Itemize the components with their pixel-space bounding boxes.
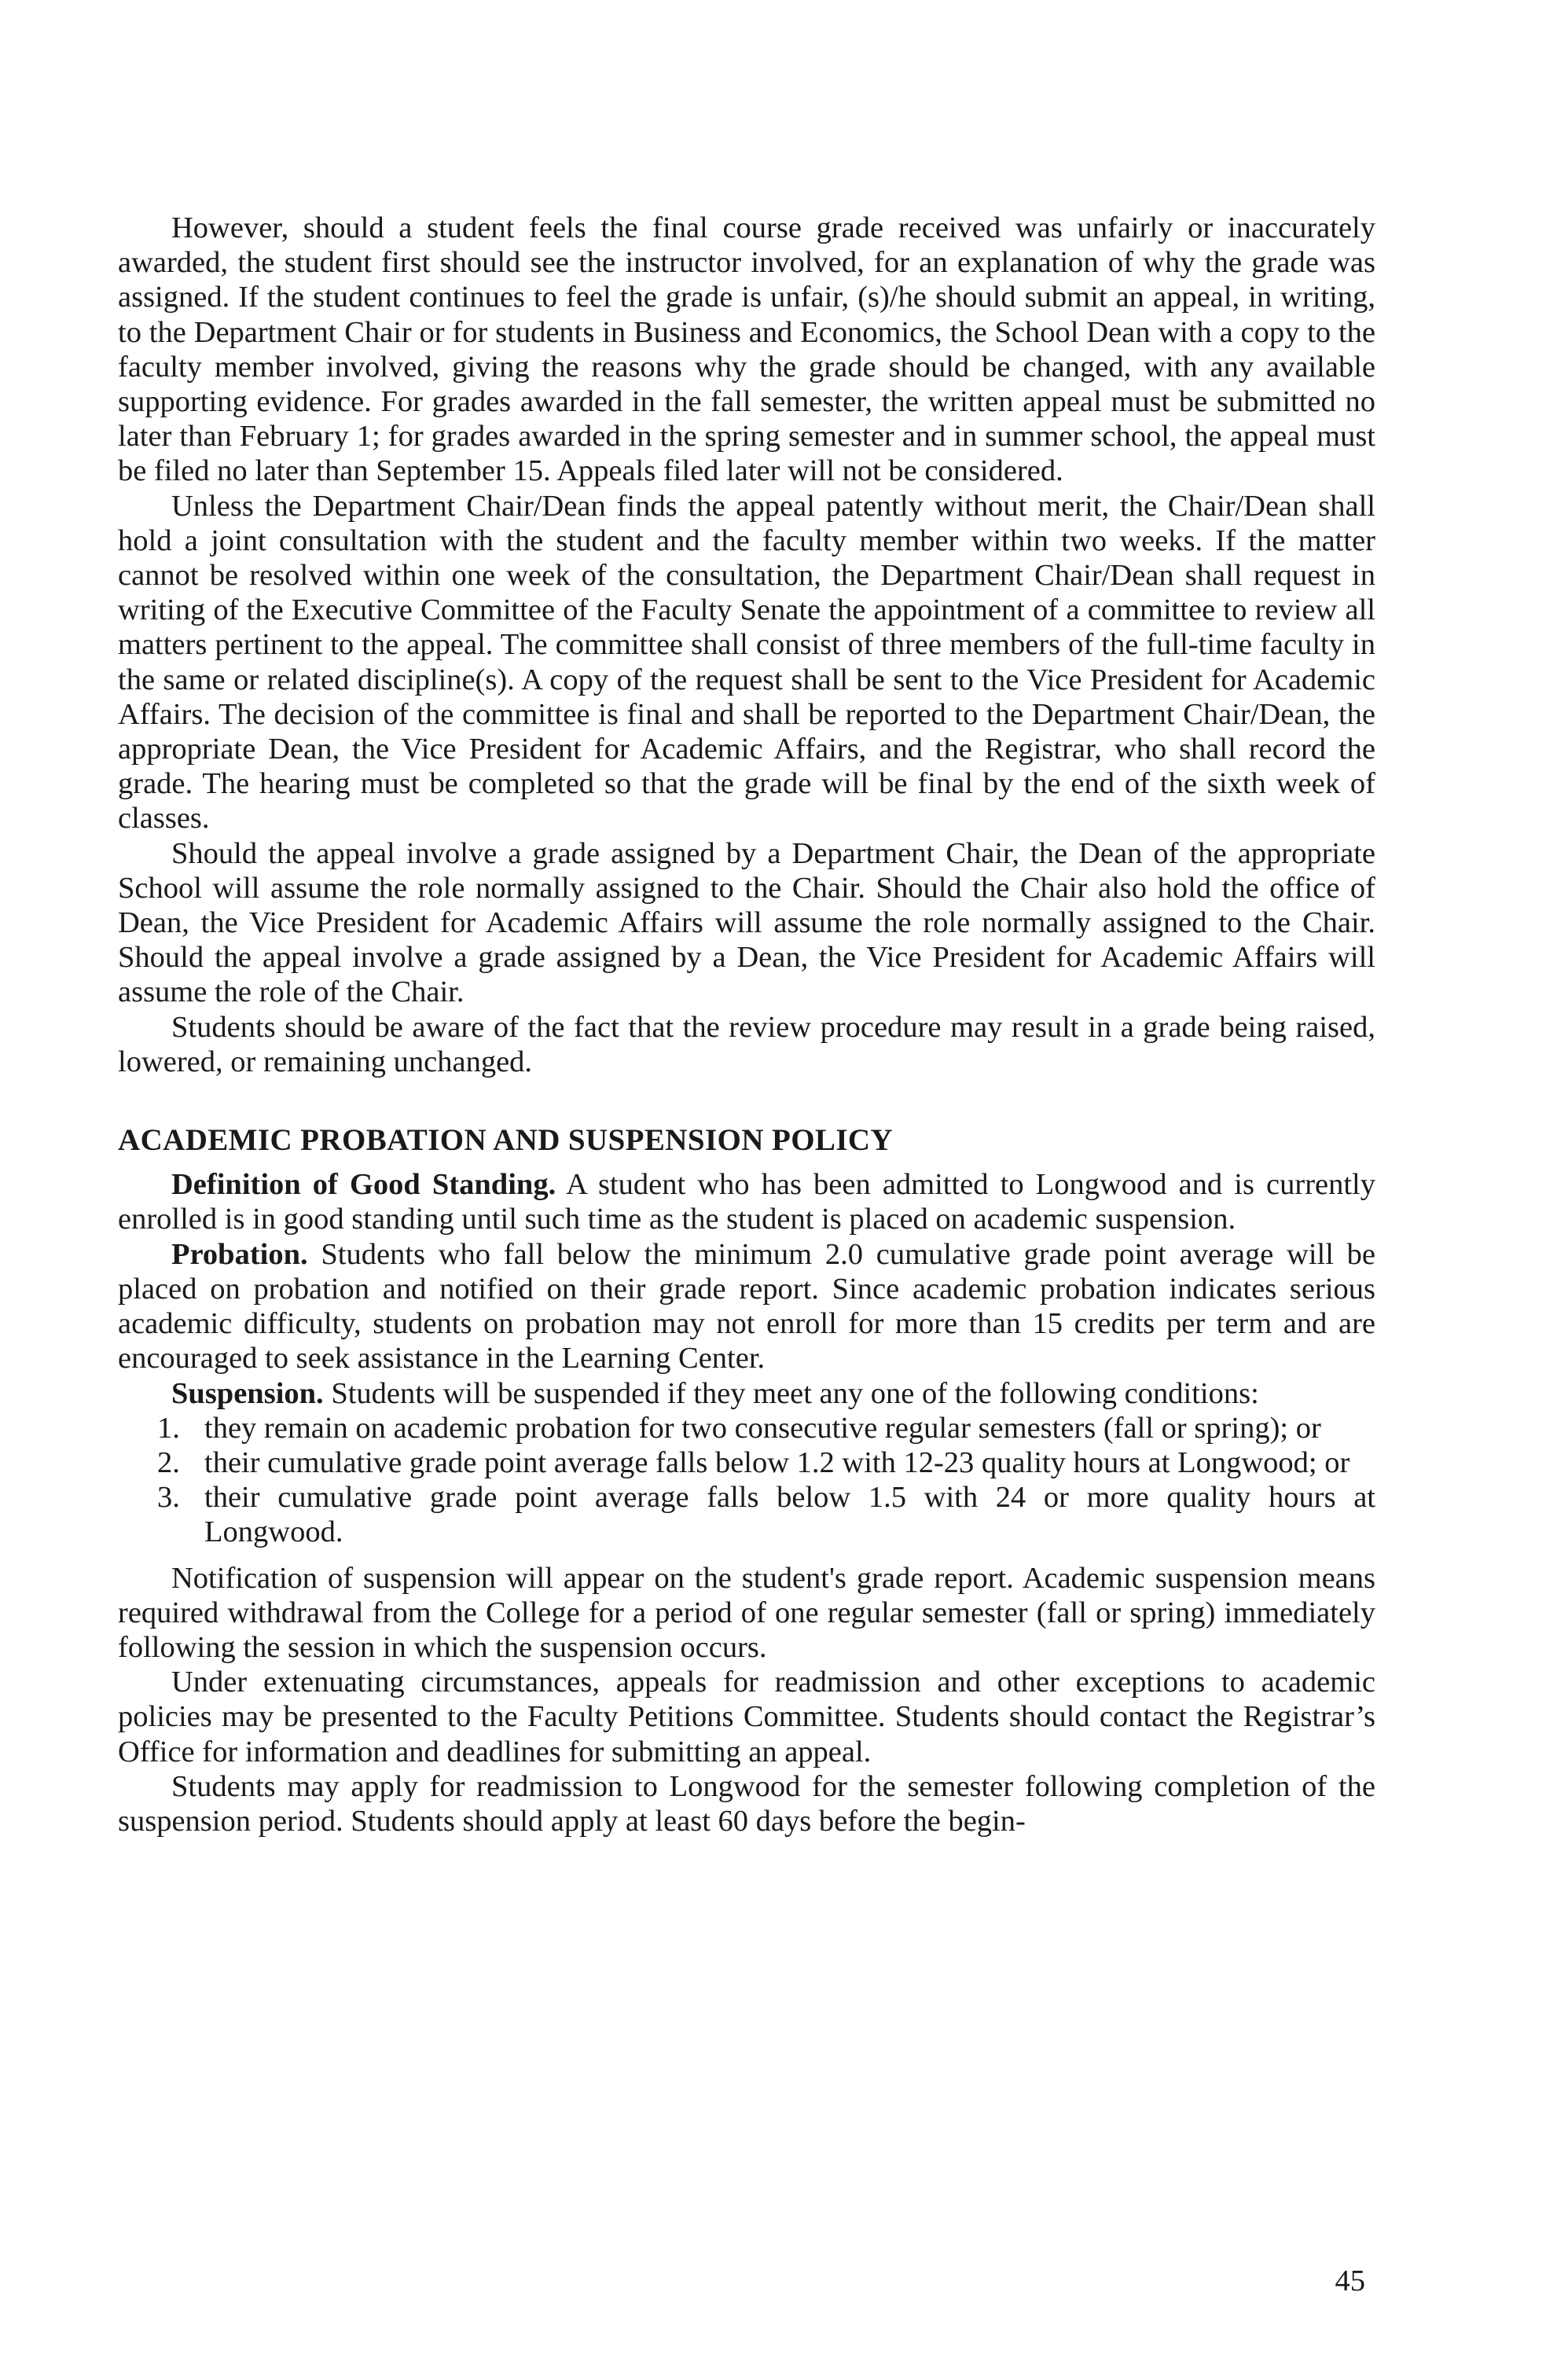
section-heading: ACADEMIC PROBATION AND SUSPENSION POLICY (118, 1123, 894, 1158)
paragraph-suspension (118, 1376, 1375, 1411)
good-standing-text: A student who has been admitted to Longwood and is currently enrolled is in good standing until such time as the student is placed on academic suspension. (118, 1168, 1375, 1236)
paragraph-probation (118, 1237, 1375, 1376)
paragraph-suspension-notification: Notification of suspension will appear on the student's grade report. Academic suspension means required withdrawal from the College for a period of one regular semester (fall or spring) immediately following the session in which the suspension occurs. (118, 1561, 1375, 1664)
list-item-text: their cumulative grade point average falls below 1.2 with 12-23 quality hours at Longwood; or (204, 1445, 1350, 1479)
list-item (118, 1480, 1375, 1549)
list-item-number: 3. (157, 1481, 180, 1515)
list-item (118, 1411, 1375, 1445)
page-number: 45 (1335, 2264, 1365, 2297)
suspension-conditions-list (118, 1411, 1375, 1550)
list-item-number: 2. (157, 1445, 180, 1479)
probation-label: Probation. (171, 1237, 308, 1271)
suspension-text: Students will be suspended if they meet any one of the following conditions: (323, 1376, 1259, 1410)
paragraph-grade-appeal: However, should a student feels the final course grade received was unfairly or inaccurately awarded, the student first should see the instructor involved, for an explanation of why the grade was assigned. If the student continues to feel the grade is unfair, (s)/he should submit an appeal, in writing, to the Department Chair or for students in Business and Economics, the School Dean with a copy to the faculty member involved, giving the reasons why the grade should be changed, with any available supporting evidence. For grades awarded in the fall semester, the written appeal must be submitted no later than February 1; for grades awarded in the spring semester and in summer school, the appeal must be filed no later than September 15. Appeals filed later will not be considered. (118, 211, 1375, 488)
list-item-number: 1. (157, 1411, 180, 1445)
paragraph-extenuating-circumstances: Under extenuating circumstances, appeals for readmission and other exceptions to academic policies may be presented to the Faculty Petitions Committee. Students should contact the Registrar’s Office for information and deadlines for submitting an appeal. (118, 1666, 1375, 1768)
paragraph-good-standing (118, 1167, 1375, 1236)
good-standing-label: Definition of Good Standing. (171, 1168, 556, 1202)
list-item-text: their cumulative grade point average falls below 1.5 with 24 or more quality hours at Longwood. (204, 1481, 1375, 1549)
paragraph-appeal-chair-dean: Should the appeal involve a grade assigned by a Department Chair, the Dean of the appropriate School will assume the role normally assigned to the Chair. Should the Chair also hold the office of Dean, the Vice President for Academic Affairs will assume the role normally assigned to the Chair. Should the appeal involve a grade assigned by a Dean, the Vice President for Academic Affairs will assume the role of the Chair. (118, 836, 1375, 1009)
paragraph-readmission: Students may apply for readmission to Longwood for the semester following completion of the suspension period. Students should apply at least 60 days before the begin- (118, 1769, 1375, 1838)
paragraph-appeal-consultation: Unless the Department Chair/Dean finds the appeal patently without merit, the Chair/Dean shall hold a joint consultation with the student and the faculty member within two weeks. If the matter cannot be resolved within one week of the consultation, the Department Chair/Dean shall request in writing of the Executive Committee of the Faculty Senate the appointment of a committee to review all matters pertinent to the appeal. The committee shall consist of three members of the full-time faculty in the same or related discipline(s). A copy of the request shall be sent to the Vice President for Academic Affairs. The decision of the committee is final and shall be reported to the Department Chair/Dean, the appropriate Dean, the Vice President for Academic Affairs, and the Registrar, who shall record the grade. The hearing must be completed so that the grade will be final by the end of the sixth week of classes. (118, 489, 1375, 836)
probation-text: Students who fall below the minimum 2.0 cumulative grade point average will be placed on probation and notified on their grade report. Since academic probation indicates serious academic difficulty, students on probation may not enroll for more than 15 credits per term and are encouraged to seek assistance in the Learning Center. (118, 1237, 1375, 1375)
list-item (118, 1445, 1375, 1480)
list-item-text: they remain on academic probation for two consecutive regular semesters (fall or spring); or (204, 1411, 1321, 1445)
suspension-label: Suspension. (171, 1376, 324, 1410)
paragraph-review-outcome: Students should be aware of the fact that the review procedure may result in a grade being raised, lowered, or remaining unchanged. (118, 1010, 1375, 1078)
page-body (118, 211, 1375, 1838)
